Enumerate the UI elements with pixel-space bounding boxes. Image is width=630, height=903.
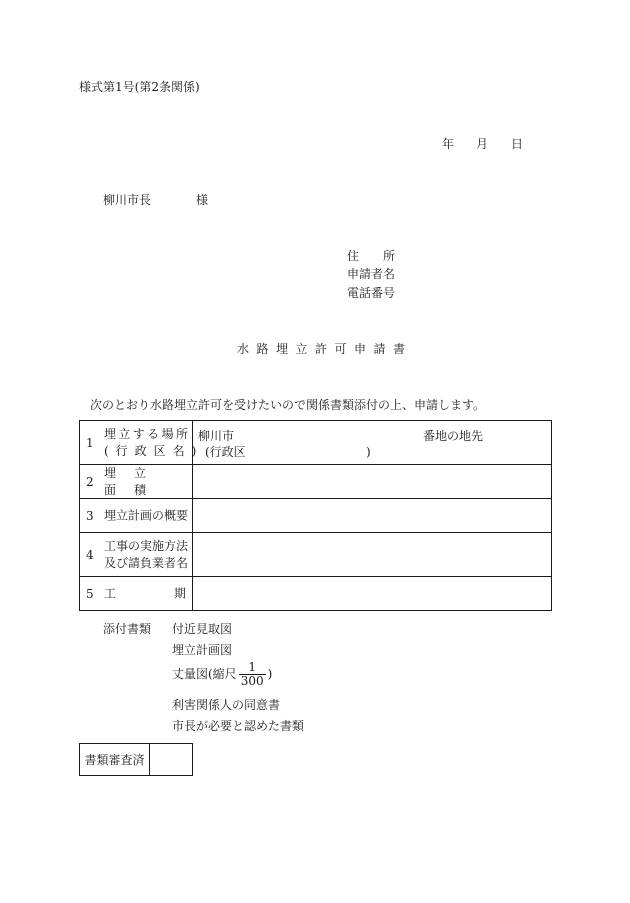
applicant-address-label: 住 所 <box>347 249 396 263</box>
label-cell <box>80 499 193 533</box>
location-lot-suffix: 番地の地先 <box>423 429 484 443</box>
plan-summary-value-cell[interactable] <box>193 499 552 533</box>
period-label-right: 期 <box>173 586 186 600</box>
applicant-phone-label: 電話番号 <box>347 286 396 300</box>
review-label: 書類審査済 <box>84 753 145 767</box>
attachment-item: 市長が必要と認めた書類 <box>172 719 305 733</box>
row-number: 5 <box>86 586 94 601</box>
form-header: 様式第1号(第2条関係) <box>79 80 200 94</box>
scale-numerator: 1 <box>239 661 266 675</box>
location-label <box>104 426 203 460</box>
location-label-line1: 埋 立 す る 場 所 <box>104 426 188 441</box>
scale-close-paren: ) <box>267 667 273 681</box>
review-box <box>79 743 193 776</box>
intro-text: 次のとおり水路埋立許可を受けたいので関係書類添付の上、申請します。 <box>90 398 486 412</box>
row-number: 3 <box>86 508 94 523</box>
period-value-cell[interactable] <box>193 577 552 611</box>
label-cell <box>80 465 193 499</box>
label-cell <box>80 533 193 577</box>
location-city: 柳川市 <box>198 429 235 443</box>
scale-denominator: 300 <box>240 674 264 688</box>
addressee-honorific: 様 <box>196 193 209 207</box>
table-row <box>80 421 552 465</box>
row-number: 1 <box>86 435 94 450</box>
table-row <box>80 465 552 499</box>
attachment-item: 付近見取図 <box>172 622 233 636</box>
review-label-cell <box>80 744 150 776</box>
review-stamp-cell[interactable] <box>150 744 193 776</box>
location-label-line2: (行政区名) <box>104 443 204 458</box>
location-district-open: (行政区 <box>205 445 246 459</box>
applicant-name-label: 申請者名 <box>347 267 396 281</box>
row-number: 4 <box>86 547 94 562</box>
date-month: 月 <box>476 137 489 151</box>
scale-drawing-label: 丈量図(縮尺 <box>172 667 237 681</box>
table-row <box>80 499 552 533</box>
plan-summary-label: 埋立計画の概要 <box>104 508 189 522</box>
document-title: 水路埋立許可申請書 <box>237 342 413 356</box>
location-value-cell[interactable] <box>193 421 552 465</box>
application-table <box>79 420 552 611</box>
row-number: 2 <box>86 474 94 489</box>
period-label <box>104 585 186 602</box>
period-label-left: 工 <box>104 586 117 600</box>
method-contractor-label-line2: 及び請負業者名 <box>104 555 189 570</box>
label-cell <box>80 577 193 611</box>
location-district-close: ) <box>366 445 371 459</box>
table-row <box>80 533 552 577</box>
date-day: 日 <box>511 137 524 151</box>
area-value-cell[interactable] <box>193 465 552 499</box>
label-cell <box>80 421 204 465</box>
area-label: 埋立面積 <box>104 465 165 497</box>
table-row <box>80 577 552 611</box>
addressee-name: 柳川市長 <box>103 193 152 207</box>
method-contractor-label-line1: 工事の実施方法 <box>104 538 189 553</box>
attachments-heading: 添付書類 <box>103 622 152 636</box>
attachment-item: 埋立計画図 <box>172 643 233 657</box>
method-contractor-label <box>104 538 188 572</box>
method-contractor-value-cell[interactable] <box>193 533 552 577</box>
date-year: 年 <box>442 137 455 151</box>
attachment-item: 利害関係人の同意書 <box>172 698 281 712</box>
scale-fraction <box>239 661 266 688</box>
attachment-item-scale-drawing <box>172 661 272 688</box>
